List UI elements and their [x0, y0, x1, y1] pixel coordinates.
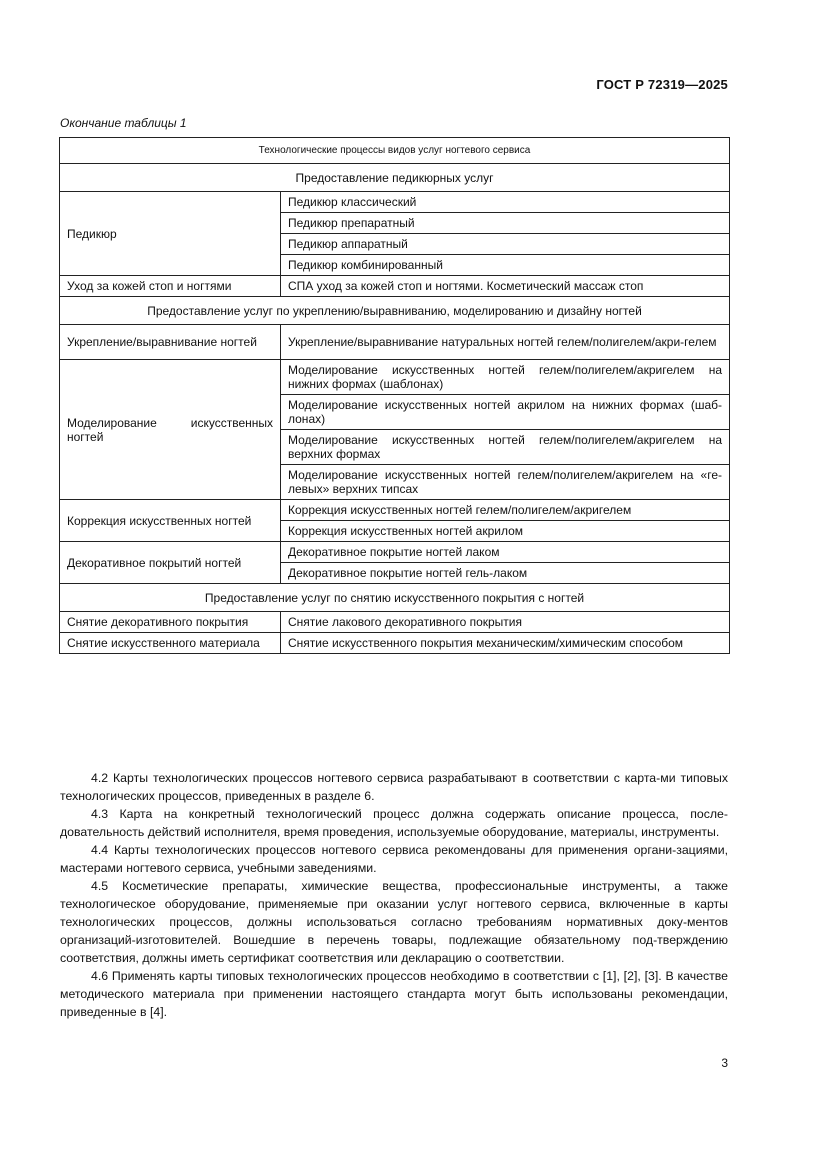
process-cell: Моделирование искусственных ногтей гелем/полигелем/акригелем на верхних формах — [281, 430, 730, 465]
section-removal: Предоставление услуг по снятию искусственного покрытия с ногтей — [60, 584, 730, 612]
paragraph-4-4: 4.4 Карты технологических процессов ногтевого сервиса рекомендованы для применения органи-зациями, мастерами ногтевого сервиса, учебными заведениями. — [60, 843, 728, 875]
process-cell: Моделирование искусственных ногтей гелем/полигелем/акригелем на нижних формах (шаблонах) — [281, 360, 730, 395]
process-cell: Педикюр комбинированный — [281, 255, 730, 276]
paragraph-4-2: 4.2 Карты технологических процессов ногтевого сервиса разрабатывают в соответствии с карта-ми типовых технологических процессов, приведенных в разделе 6. — [60, 771, 728, 803]
table-caption: Окончание таблицы 1 — [60, 116, 187, 130]
process-cell: Декоративное покрытие ногтей лаком — [281, 542, 730, 563]
process-cell: СПА уход за кожей стоп и ногтями. Косметический массаж стоп — [281, 276, 730, 297]
body-text — [60, 769, 728, 1021]
paragraph-4-3: 4.3 Карта на конкретный технологический процесс должна содержать описание процесса, после-довательность действий исполнителя, время проведения, используемые оборудование, материалы, инструменты. — [60, 807, 728, 839]
process-cell: Снятие лакового декоративного покрытия — [281, 612, 730, 633]
table-title: Технологические процессы видов услуг ногтевого сервиса — [60, 138, 730, 164]
process-cell: Педикюр препаратный — [281, 213, 730, 234]
group-foot-care: Уход за кожей стоп и ногтями — [60, 276, 281, 297]
process-cell: Педикюр аппаратный — [281, 234, 730, 255]
group-removal-decorative: Снятие декоративного покрытия — [60, 612, 281, 633]
group-decorative: Декоративное покрытий ногтей — [60, 542, 281, 584]
group-modeling: Моделирование искусственных ногтей — [60, 360, 281, 500]
section-pedicure: Предоставление педикюрных услуг — [60, 164, 730, 192]
page-number: 3 — [721, 1056, 728, 1070]
process-cell: Коррекция искусственных ногтей гелем/полигелем/акригелем — [281, 500, 730, 521]
paragraph-4-5: 4.5 Косметические препараты, химические вещества, профессиональные инструменты, а также технологическое оборудование, применяемые при оказании услуг ногтевого сервиса, включенные в карты технологических процессов, должны использоваться согласно требованиям нормативных доку-ментов организаций-изготовителей. Вошедшие в перечень товары, подлежащие обязательному под-тверждению соответствия, должны иметь сертификат соответствия или декларацию о соответствии. — [60, 879, 728, 965]
process-cell: Моделирование искусственных ногтей акрилом на нижних формах (шаб-лонах) — [281, 395, 730, 430]
process-cell: Снятие искусственного покрытия механическим/химическим способом — [281, 633, 730, 654]
process-cell: Укрепление/выравнивание натуральных ногтей гелем/полигелем/акри-гелем — [281, 325, 730, 360]
process-cell: Педикюр классический — [281, 192, 730, 213]
process-cell: Моделирование искусственных ногтей гелем/полигелем/акригелем на «ге-левых» верхних типсах — [281, 465, 730, 500]
process-cell: Декоративное покрытие ногтей гель-лаком — [281, 563, 730, 584]
section-strengthening: Предоставление услуг по укреплению/выравниванию, моделированию и дизайну ногтей — [60, 297, 730, 325]
group-pedicure: Педикюр — [60, 192, 281, 276]
group-strengthening: Укрепление/выравнивание ногтей — [60, 325, 281, 360]
process-cell: Коррекция искусственных ногтей акрилом — [281, 521, 730, 542]
document-code: ГОСТ Р 72319—2025 — [596, 77, 728, 92]
group-removal-material: Снятие искусственного материала — [60, 633, 281, 654]
group-correction: Коррекция искусственных ногтей — [60, 500, 281, 542]
paragraph-4-6: 4.6 Применять карты типовых технологических процессов необходимо в соответствии с [1], [2], [3]. В качестве методического материала при применении настоящего стандарта могут быть использованы рекомендации, приведенные в [4]. — [60, 969, 728, 1019]
process-table — [59, 137, 730, 654]
